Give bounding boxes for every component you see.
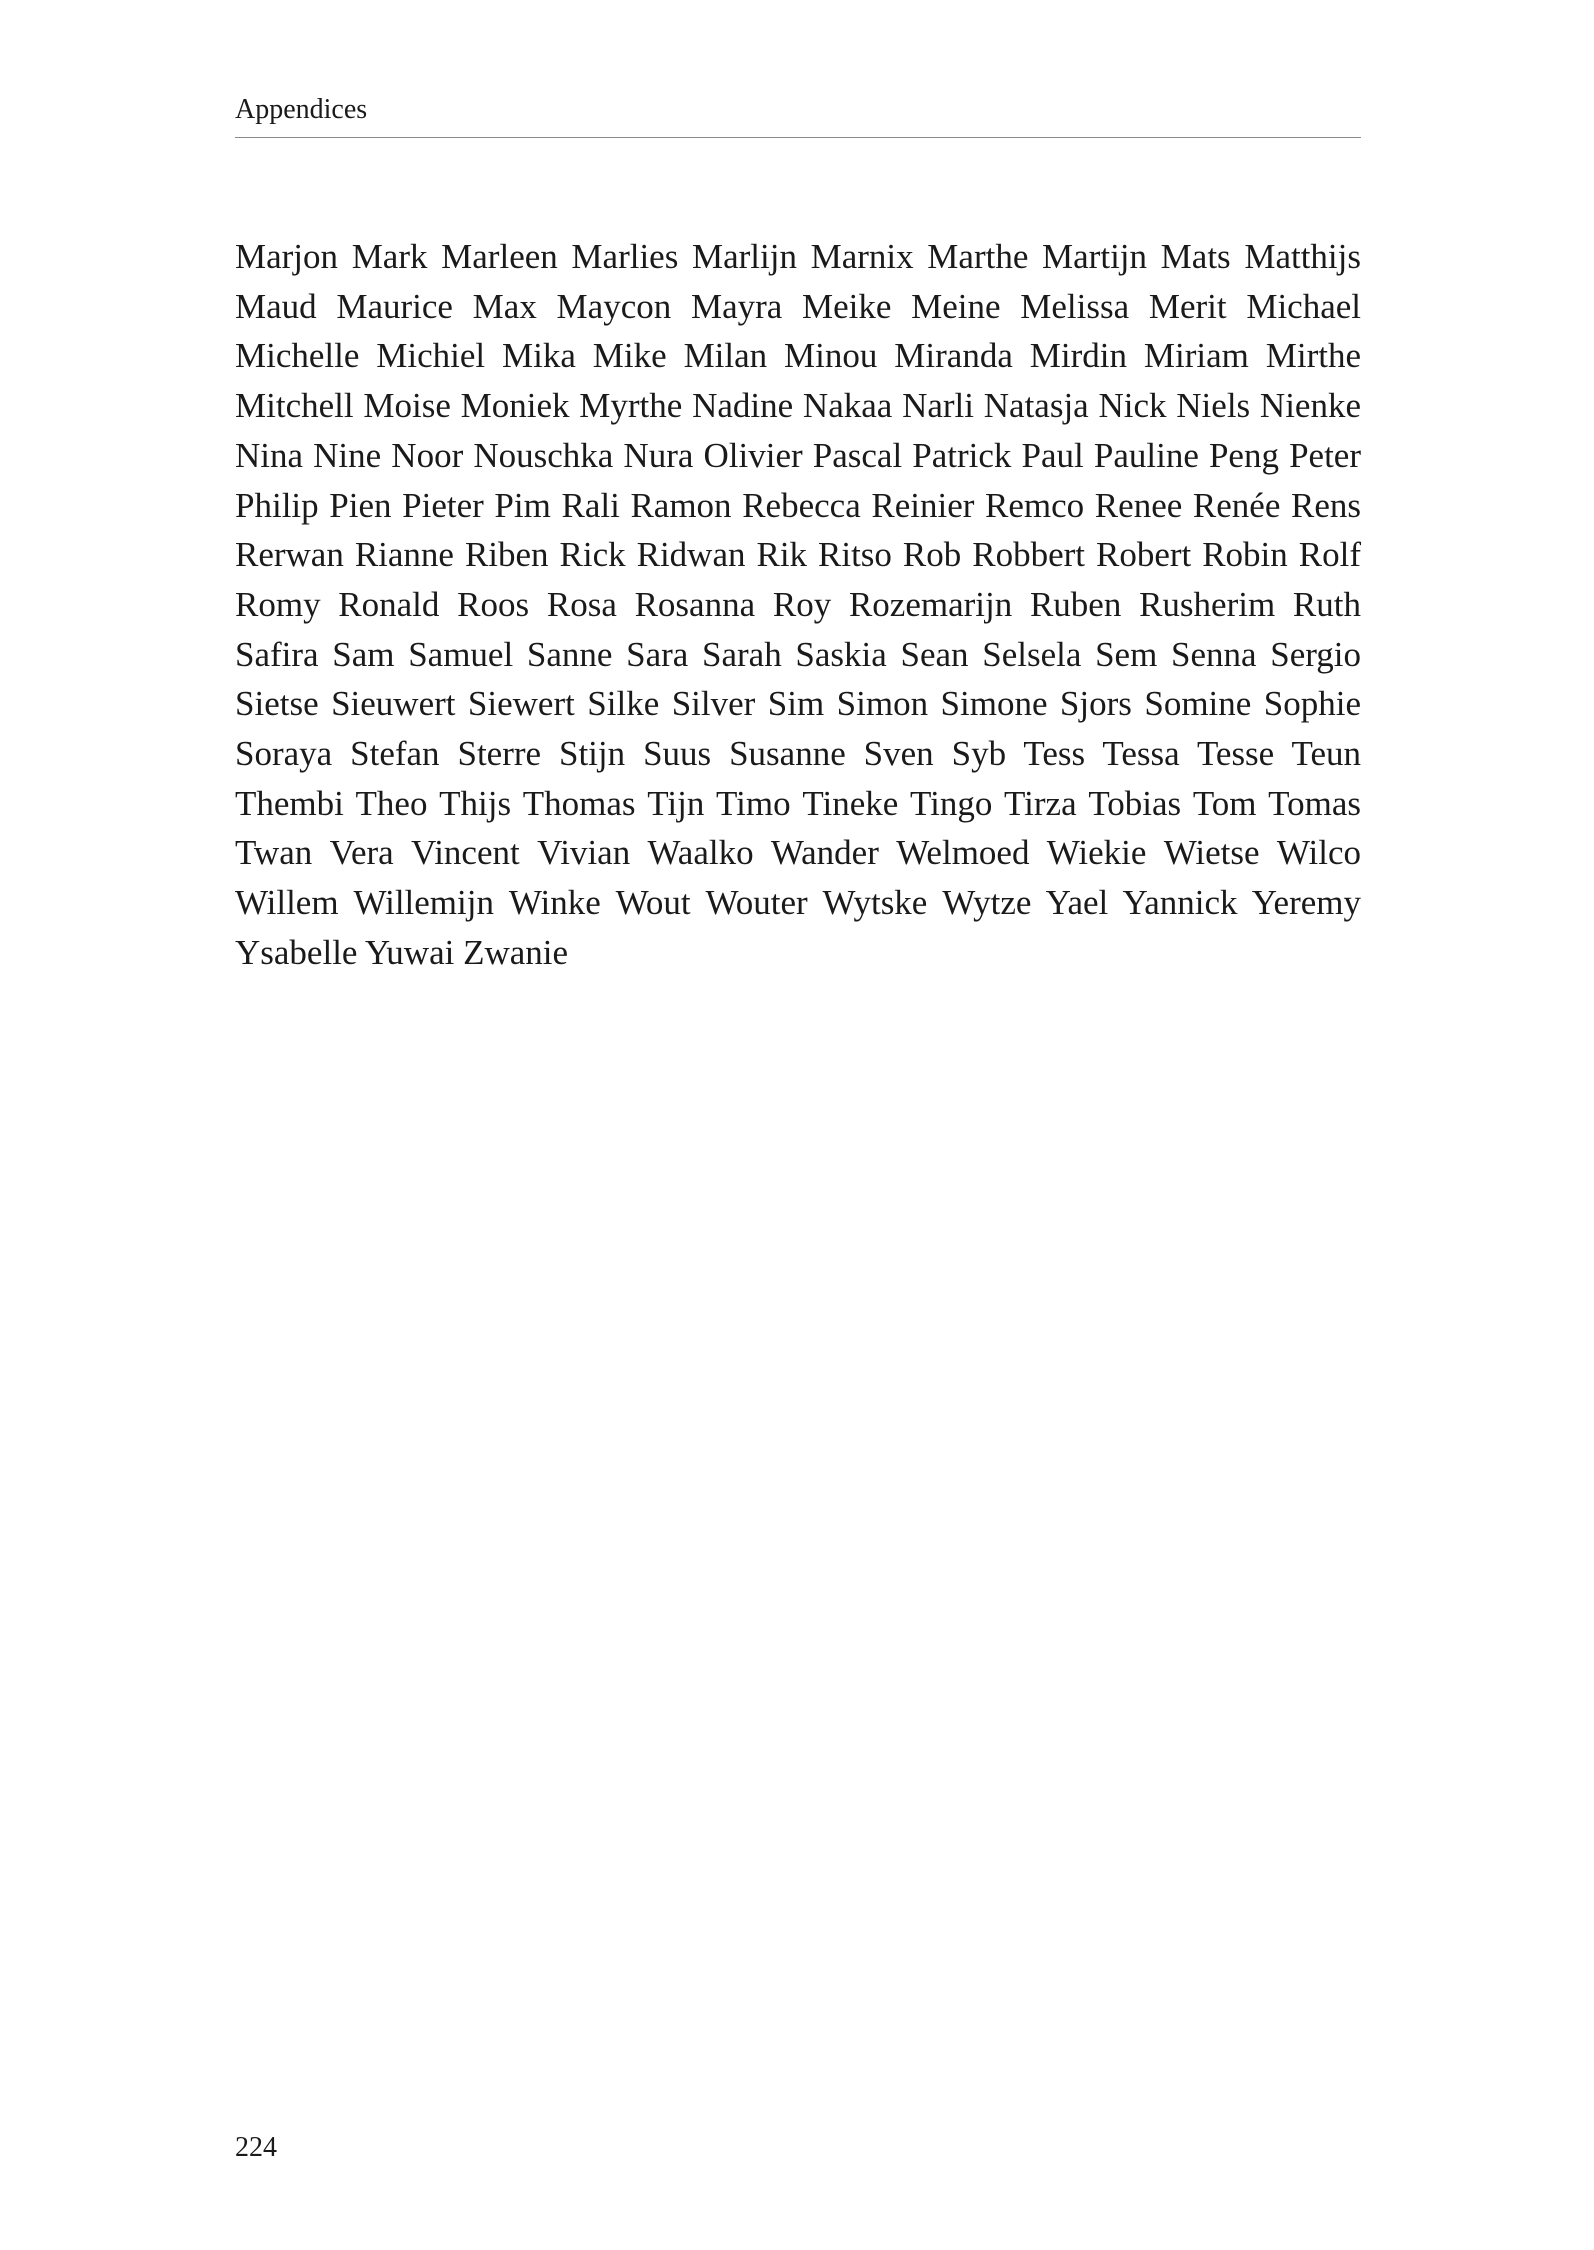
names-list-paragraph: Marjon Mark Marleen Marlies Marlijn Marnix Marthe Martijn Mats Matthijs Maud Maurice Max Maycon Mayra Meike Meine Melissa Merit Michael Michelle Michiel Mika Mike Milan Minou Miranda Mirdin Miriam Mirthe Mitchell Moise Moniek Myrthe Nadine Nakaa Narli Natasja Nick Niels Nienke Nina Nine Noor Nouschka Nura Olivier Pascal Patrick Paul Pauline Peng Peter Philip Pien Pieter Pim Rali Ramon Rebecca Reinier Remco Renee Renée Rens Rerwan Rianne Riben Rick Ridwan Rik Ritso Rob Robbert Robert Robin Rolf Romy Ronald Roos Rosa Rosanna Roy Rozemarijn Ruben Rusherim Ruth Safira Sam Samuel Sanne Sara Sarah Saskia Sean Selsela Sem Senna Sergio Sietse Sieuwert Siewert Silke Silver Sim Simon Simone Sjors Somine Sophie Soraya Stefan Sterre Stijn Suus Susanne Sven Syb Tess Tessa Tesse Teun Thembi Theo Thijs Thomas Tijn Timo Tineke Tingo Tirza Tobias Tom Tomas Twan Vera Vincent Vivian Waalko Wander Welmoed Wiekie Wietse Wilco Willem Willemijn Winke Wout Wouter Wytske Wytze Yael Yannick Yeremy Ysabelle Yuwai Zwanie [235,237,1361,972]
page-number: 224 [235,2132,277,2163]
header-divider [235,137,1361,138]
running-header: Appendices [235,94,368,125]
